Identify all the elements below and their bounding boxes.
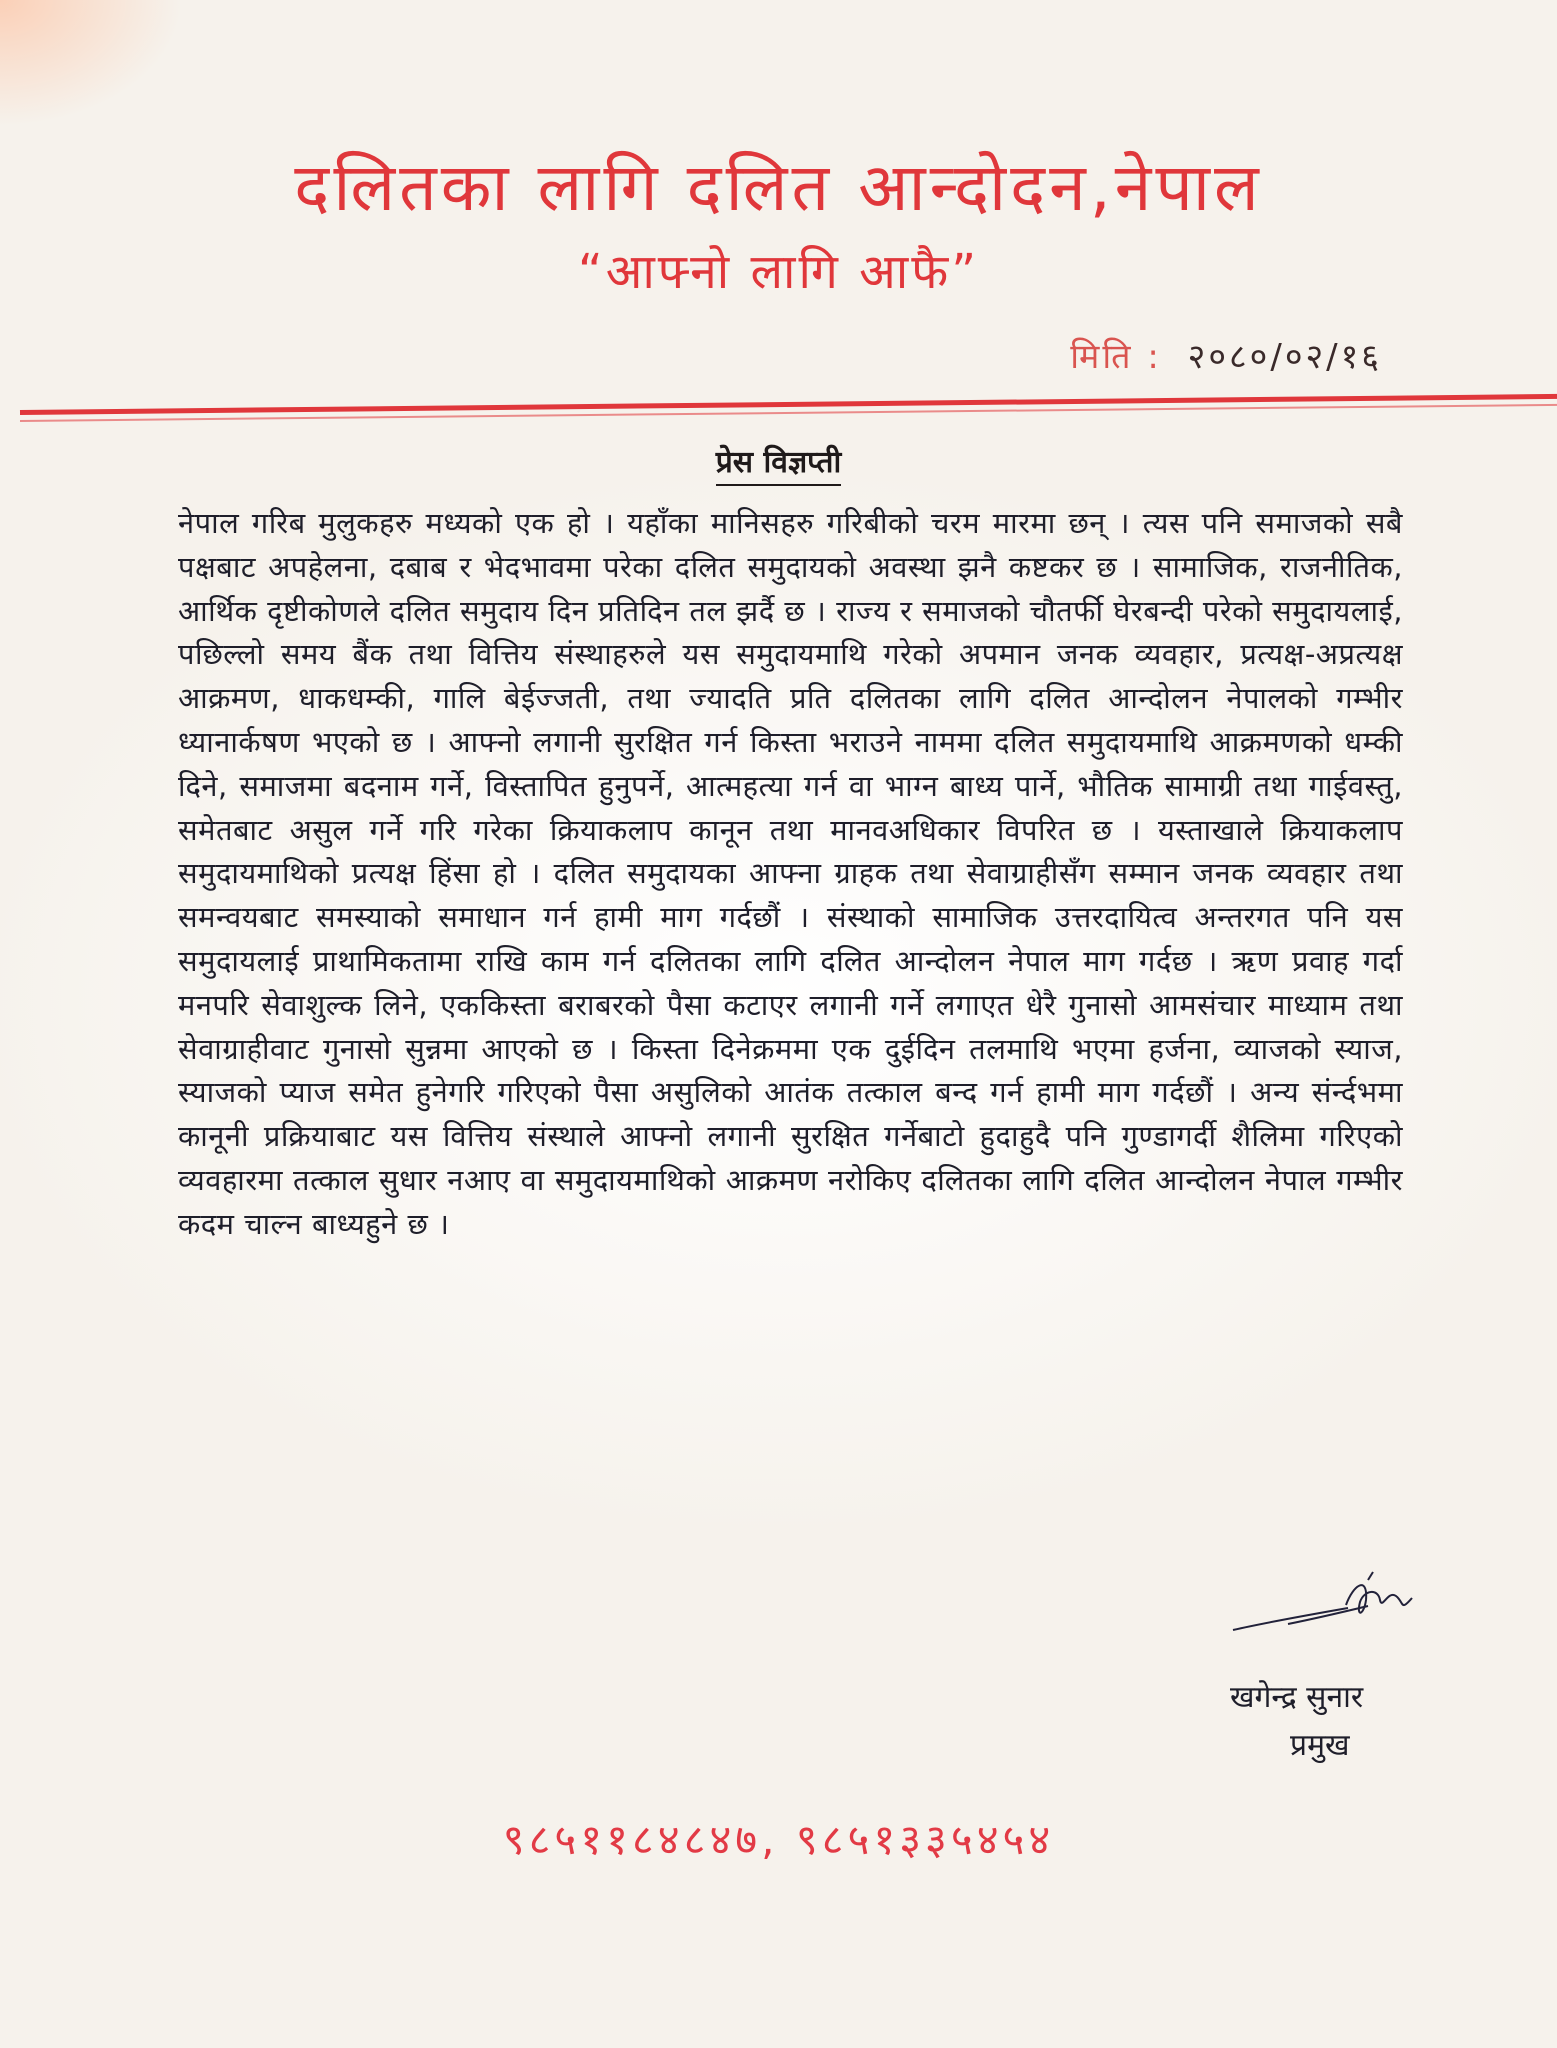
notice-heading-text: प्रेस विज्ञप्ती [716, 445, 842, 486]
signature-icon [1228, 1560, 1428, 1650]
contact-phone-numbers: ९८५११८४८४७, ९८५१३३५४५४ [502, 1815, 1055, 1864]
notice-heading [0, 440, 1557, 481]
organization-name: दलितका लागि दलित आन्दोदन,नेपाल [294, 149, 1263, 226]
date-value: २०८०/०२/१६ [1187, 337, 1382, 377]
date-label: मिति : [1070, 337, 1162, 377]
signatory-title: प्रमुख [1290, 1728, 1350, 1763]
organization-slogan: “आफ्नो लागि आफै” [577, 244, 980, 300]
date-line [1070, 332, 1382, 378]
signatory-name: खगेन्द्र सुनार [1230, 1680, 1364, 1715]
notice-body: नेपाल गरिब मुलुकहरु मध्यको एक हो । यहाँका मानिसहरु गरिबीको चरम मारमा छन् । त्यस पनि समाजको सबै पक्षबाट अपहेलना, दबाब र भेदभावमा परेका दलित समुदायको अवस्था झनै कष्टकर छ । सामाजिक, राजनीतिक, आर्थिक दृष्टीकोणले दलित समुदाय दिन प्रतिदिन तल झर्दै छ । राज्य र समाजको चौतर्फी घेरबन्दी परेको समुदायलाई, पछिल्लो समय बैंक तथा वित्तिय संस्थाहरुले यस समुदायमाथि गरेको अपमान जनक व्यवहार, प्रत्यक्ष-अप्रत्यक्ष आक्रमण, धाकधम्की, गालि बेईज्जती, तथा ज्यादति प्रति दलितका लागि दलित आन्दोलन नेपालको गम्भीर ध्यानार्कषण भएको छ । आफ्नो लगानी सुरक्षित गर्न किस्ता भराउने नाममा दलित समुदायमाथि आक्रमणको धम्की दिने, समाजमा बदनाम गर्ने, विस्तापित हुनुपर्ने, आत्महत्या गर्न वा भाग्न बाध्य पार्ने, भौतिक सामाग्री तथा गाईवस्तु, समेतबाट असुल गर्ने गरि गरेका क्रियाकलाप कानून तथा मानवअधिकार विपरित छ । यस्ताखाले क्रियाकलाप समुदायमाथिको प्रत्यक्ष हिंसा हो । दलित समुदायका आफ्ना ग्राहक तथा सेवाग्राहीसँग सम्मान जनक व्यवहार तथा समन्वयबाट समस्याको समाधान गर्न हामी माग गर्दछौं । संस्थाको सामाजिक उत्तरदायित्व अन्तरगत पनि यस समुदायलाई प्राथामिकतामा राखि काम गर्न दलितका लागि दलित आन्दोलन नेपाल माग गर्दछ । ऋण प्रवाह गर्दा मनपरि सेवाशुल्क लिने, एककिस्ता बराबरको पैसा कटाएर लगानी गर्ने लगाएत धेरै गुनासो आमसंचार माध्याम तथा सेवाग्राहीवाट गुनासो सुन्नमा आएको छ । किस्ता दिनेक्रममा एक दुईदिन तलमाथि भएमा हर्जना, व्याजको स्याज, स्याजको प्याज समेत हुनेगरि गरिएको पैसा असुलिको आतंक तत्काल बन्द गर्न हामी माग गर्दछौं । अन्य संर्न्दभमा कानूनी प्रक्रियाबाट यस वित्तिय संस्थाले आफ्नो लगानी सुरक्षित गर्नेबाटो हुदाहुदै पनि गुण्डागर्दी शैलिमा गरिएको व्यवहारमा तत्काल सुधार नआए वा समुदायमाथिको आक्रमण नरोकिए दलितका लागि दलित आन्दोलन नेपाल गम्भीर कदम चाल्न बाध्यहुने छ । [178, 506, 1403, 1241]
